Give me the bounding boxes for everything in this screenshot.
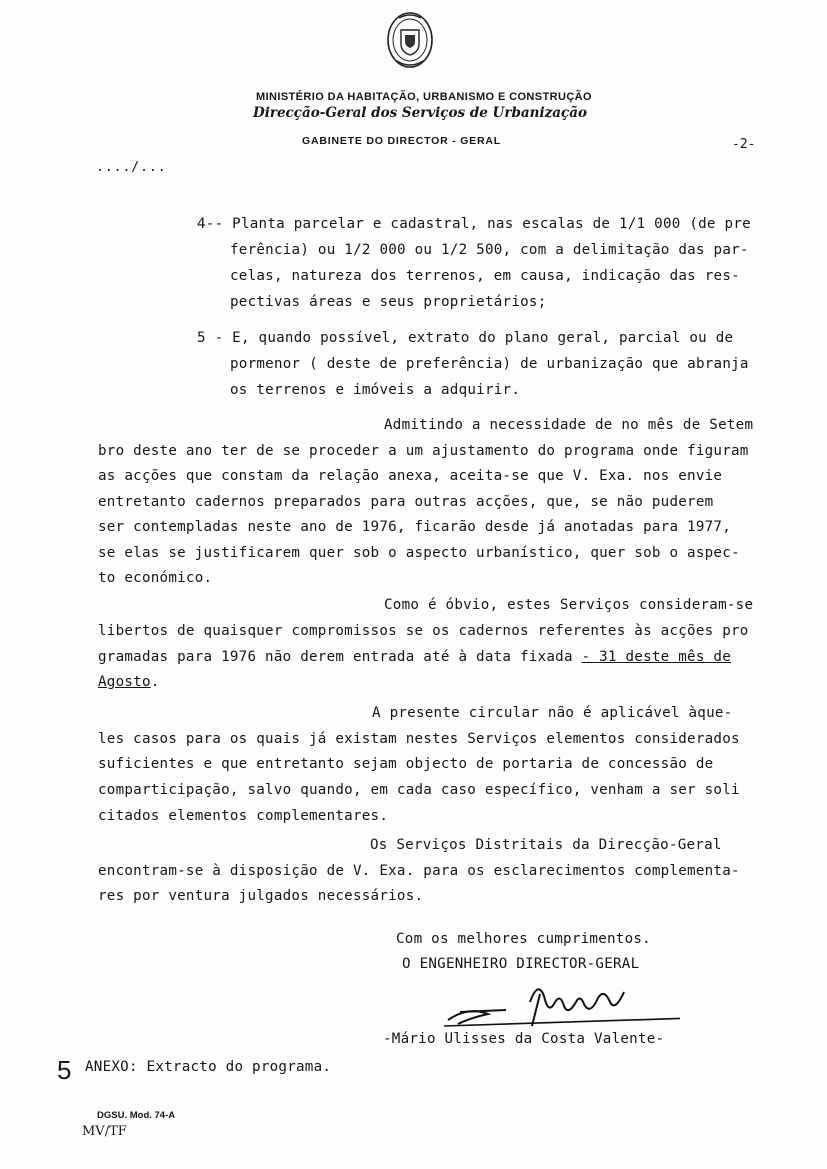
body-line: les casos para os quais já existam nestes Serviços elementos considerados	[98, 731, 740, 747]
body-line: celas, natureza dos terrenos, em causa, indicação das res-	[230, 268, 740, 284]
body-line: pectivas áreas e seus proprietários;	[230, 294, 547, 310]
body-line: se elas se justificarem quer sob o aspecto urbanístico, quer sob o aspec-	[98, 545, 740, 561]
signatory-role: O ENGENHEIRO DIRECTOR-GERAL	[402, 956, 640, 972]
continuation-mark: ..../...	[96, 160, 167, 175]
closing-greeting: Com os melhores cumprimentos.	[396, 931, 651, 947]
body-line: 5 - E, quando possível, extrato do plano geral, parcial ou de	[197, 330, 734, 346]
body-line: comparticipação, salvo quando, em cada caso específico, venham a ser soli	[98, 782, 740, 798]
deadline-text: - 31 deste mês de	[581, 649, 732, 665]
body-line: pormenor ( deste de preferência) de urbanização que abranja	[230, 356, 749, 372]
body-line: Agosto.	[98, 674, 160, 690]
form-code: DGSU. Mod. 74-A	[97, 1110, 176, 1121]
body-line: bro deste ano ter de se proceder a um ajustamento do programa onde figuram	[98, 443, 749, 459]
body-line: to económico.	[98, 570, 213, 586]
body-line: os terrenos e imóveis a adquirir.	[230, 382, 521, 398]
deadline-month: Agosto	[98, 674, 151, 690]
handwritten-signature	[440, 982, 680, 1037]
coat-of-arms-icon	[385, 10, 435, 72]
annex-number: 5	[57, 1055, 72, 1085]
body-line: libertos de quaisquer compromissos se os cadernos referentes às acções pro	[98, 623, 749, 639]
body-line: as acções que constam da relação anexa, aceita-se que V. Exa. nos envie	[98, 468, 723, 484]
body-line: ferência) ou 1/2 000 ou 1/2 500, com a delimitação das par-	[230, 242, 749, 258]
body-text: gramadas para 1976 não derem entrada até à data fixada	[98, 649, 573, 665]
body-line: ser contempladas neste ano de 1976, ficarão desde já anotadas para 1977,	[98, 519, 731, 535]
body-line: Como é óbvio, estes Serviços consideram-se	[384, 597, 754, 613]
signatory-name: -Mário Ulisses da Costa Valente-	[383, 1031, 665, 1047]
body-line	[98, 649, 731, 665]
body-line: Admitindo a necessidade de no mês de Setem	[384, 417, 754, 433]
body-line: 4-- Planta parcelar e cadastral, nas escalas de 1/1 000 (de pre	[197, 216, 751, 232]
body-line: citados elementos complementares.	[98, 808, 389, 824]
body-line: Os Serviços Distritais da Direcção-Geral	[370, 837, 722, 853]
directorate-heading: Direcção-Geral dos Serviços de Urbanização	[253, 105, 587, 121]
body-line: A presente circular não é aplicável àque-	[372, 705, 733, 721]
ministry-heading: MINISTÉRIO DA HABITAÇÃO, URBANISMO E CONSTRUÇÃO	[256, 91, 592, 103]
body-line: encontram-se à disposição de V. Exa. para os esclarecimentos complementa-	[98, 863, 740, 879]
page-number: -2-	[732, 137, 756, 152]
body-line: suficientes e que entretanto sejam objecto de portaria de concessão de	[98, 756, 714, 772]
annex-line: ANEXO: Extracto do programa.	[85, 1059, 332, 1075]
body-line: res por ventura julgados necessários.	[98, 888, 424, 904]
body-line: entretanto cadernos preparados para outras acções, que, se não puderem	[98, 494, 714, 510]
office-heading: GABINETE DO DIRECTOR - GERAL	[302, 135, 501, 147]
author-initials: MV/TF	[82, 1124, 127, 1139]
